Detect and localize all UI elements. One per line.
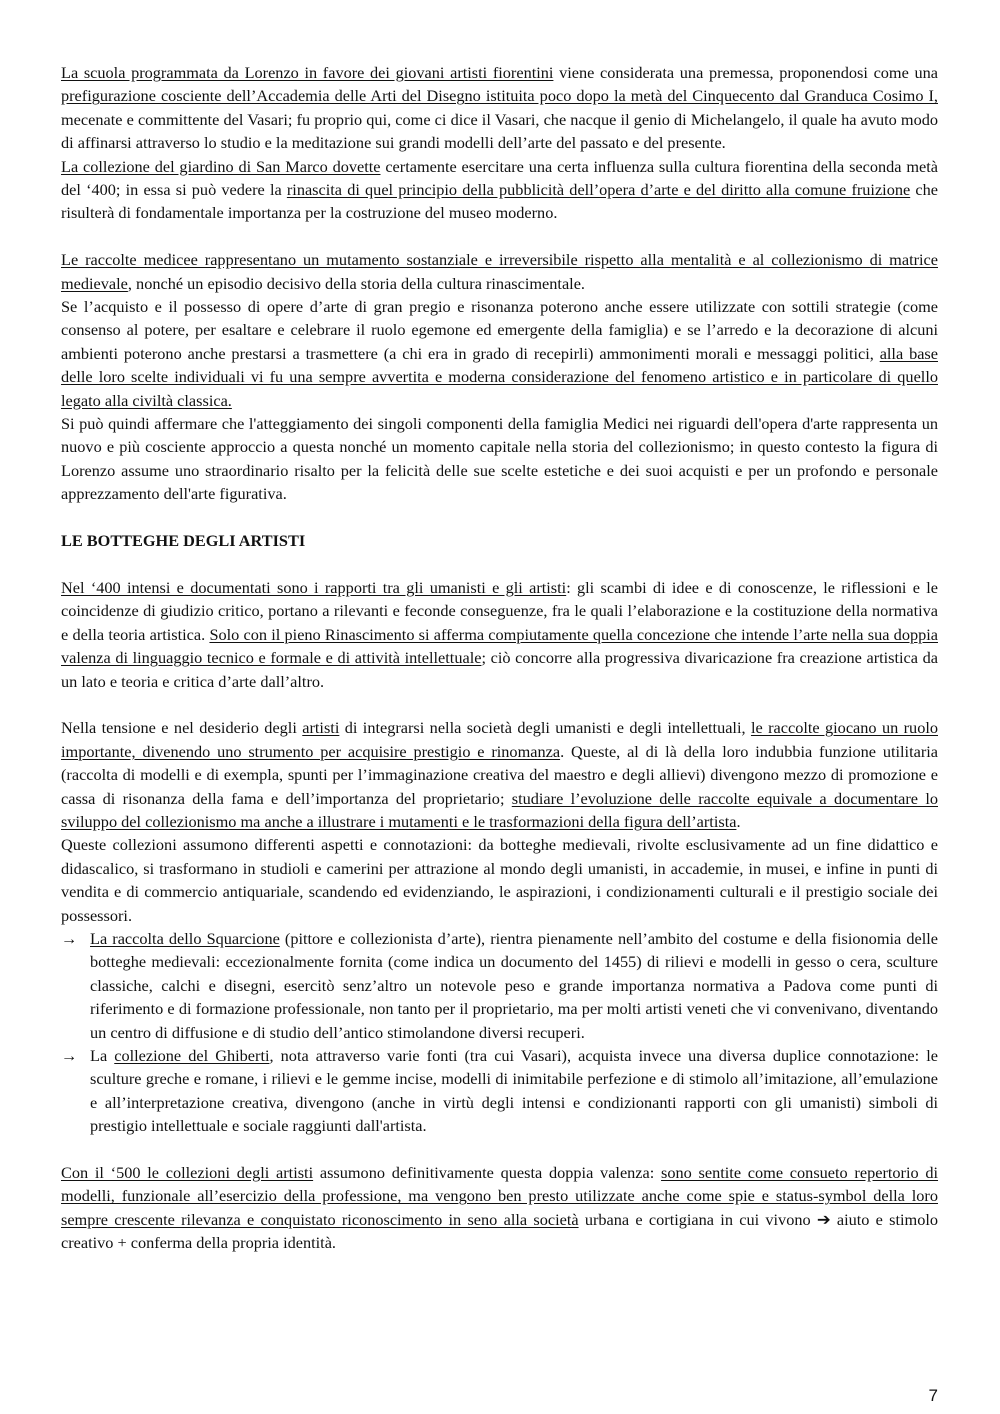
paragraph-acquisto: Se l’acquisto e il possesso di opere d’arte di gran pregio e risonanza poterono anche essere utilizzate con sottili strategie (come consenso al potere, per esaltare e celebrare il ruolo egemone ed emergente della famiglia) e se l’arredo e la decorazione di alcuni ambienti poterono anche prestarsi a trasmettere (a chi era in grado di recepirli) ammonimenti morali e messaggi politici, alla base delle loro scelte individuali vi fu una sempre avvertita e moderna considerazione del fenomeno artistico e in particolare di quello legato alla civiltà classica.: [61, 297, 938, 410]
paragraph-medici: Si può quindi affermare che l'atteggiamento dei singoli componenti della famiglia Medici nei riguardi dell'opera d'arte rappresenta un nuovo e più cosciente approccio a questa nonché un momento capitale nella storia del collezionismo; in questo contesto la figura di Lorenzo assume uno straordinario risalto per la felicità delle sue scelte estetiche e dei suoi acquisti e per un profondo e personale apprezzamento dell'arte figurativa.: [61, 414, 938, 504]
paragraph-umanisti: Nel ‘400 intensi e documentati sono i rapporti tra gli umanisti e gli artisti: gli scambi di idee e di conoscenze, le riflessioni e le coincidenze di giudizio critico, portano a rilevanti e feconde conseguenze, fra le quali l’elaborazione e la costituzione della normativa e della teoria artistica. Solo con il pieno Rinascimento si afferma compiutamente quella concezione che intende l’arte nella sua doppia valenza di linguaggio tecnico e formale e di attività intellettuale; ciò concorre alla progressiva divaricazione fra creazione artistica da un lato e teoria e critica d’arte dall’altro.: [61, 577, 938, 691]
underlined-text: rinascita di quel principio della pubblicità dell’opera d’arte e del diritto alla comune fruizione: [286, 180, 911, 200]
paragraph-accademia: La scuola programmata da Lorenzo in favore dei giovani artisti fiorentini viene considerata una premessa, proponendosi come una prefigurazione cosciente dell’Accademia delle Arti del Disegno istituita poco dopo la metà del Cinquecento dal Granduca Cosimo I, mecenate e committente del Vasari; fu proprio qui, come ci dice il Vasari, che nacque il genio di Michelangelo, il quale ha avuto modo di affinarsi attraverso lo studio e la meditazione sui grandi modelli dell’arte del passato e del presente.: [61, 63, 938, 153]
document-body: [61, 61, 938, 1255]
list-item-ghiberti: → La collezione del Ghiberti, nota attraverso varie fonti (tra cui Vasari), acquista invece una diversa duplice connotazione: le sculture greche e romane, i rilievi e le gemme incise, modelli di inimitabile perfezione e di stimolo all’imitazione, all’emulazione e all’interpretazione creativa, divengono (anche in virtù degli intensi e condizionanti rapporti con gli umanisti) simboli di prestigio intellettuale e sociale raggiunti dall'artista.: [61, 1046, 939, 1136]
list-item-squarcione: → La raccolta dello Squarcione (pittore e collezionista d’arte), rientra pienamente nell’ambito del costume e della fisionomia delle botteghe medievali: eccezionalmente fornita (come indica un documento del 1455) di rilievi e modelli in gesso o cera, sculture classiche, calchi e disegni, esercitò senz’altro un notevole peso e grande importanza normativa a Padova come punti di riferimento e di formazione professionale, non tanto per il proprietario, ma per molti artisti veneti che vi convenivano, diventando un centro di diffusione e di studio dell’antico stimolandone diversi recuperi.: [61, 928, 938, 1042]
underlined-text: alla base delle loro scelte individuali vi fu una sempre avvertita e moderna considerazione del fenomeno artistico e in particolare di quello legato alla civiltà classica.: [61, 343, 938, 410]
paragraph-raccolte-medicee: Le raccolte medicee rappresentano un mutamento sostanziale e irreversibile rispetto alla mentalità e al collezionismo di matrice medievale, nonché un episodio decisivo della storia della cultura rinascimentale.: [61, 250, 938, 293]
underlined-text: sono sentite come consueto repertorio di modelli, funzionale all’esercizio della professione, ma vengono ben presto utilizzate anche come spie e status-symbol della loro sempre crescente rilevanza e conquistato riconoscimento in seno alla società: [61, 1163, 939, 1229]
arrow-right-icon: →: [61, 1046, 78, 1065]
underlined-text: La scuola programmata da Lorenzo in favore dei giovani artisti fiorentini: [61, 63, 554, 82]
arrow-right-icon: →: [61, 928, 78, 948]
underlined-text: La collezione del giardino di San Marco dovette: [61, 156, 381, 176]
underlined-text: Con il ‘500 le collezioni degli artisti: [61, 1163, 314, 1183]
arrow-right-bold-icon: ➔: [816, 1209, 831, 1229]
paragraph-collezioni: Queste collezioni assumono differenti aspetti e connotazioni: da botteghe medievali, rivolte esclusivamente ad un fine didattico e didascalico, si trasformano in studioli e camerini per attrazione al mondo degli umanisti, in accademie, in musei, e infine in punti di vendita e di commercio antiquariale, scandendo ed evidenziando, le aspirazioni, i condizionamenti culturali e il prestigio sociale dei possessori.: [61, 835, 938, 925]
underlined-text: La raccolta dello Squarcione: [90, 928, 280, 948]
paragraph-san-marco: La collezione del giardino di San Marco dovette certamente esercitare una certa influenza sulla cultura fiorentina della seconda metà del ‘400; in essa si può vedere la rinascita di quel principio della pubblicità dell’opera d’arte e del diritto alla comune fruizione che risulterà di fondamentale importanza per la costruzione del museo moderno.: [61, 156, 938, 223]
underlined-text: studiare l’evoluzione delle raccolte equivale a documentare lo sviluppo del collezionismo ma anche a illustrare i mutamenti e le trasformazioni della figura dell’artista: [61, 788, 938, 831]
underlined-text: prefigurazione cosciente dell’Accademia delle Arti del Disegno istituita poco dopo la metà del Cinquecento dal Granduca Cosimo I,: [61, 86, 938, 106]
underlined-text: le raccolte giocano un ruolo importante, divenendo uno strumento per acquisire prestigio e rinomanza: [61, 718, 938, 761]
page-number: 7: [928, 1386, 938, 1405]
underlined-text: Nel ‘400 intensi e documentati sono i rapporti tra gli umanisti e gli artisti: [61, 577, 567, 597]
underlined-text: collezione del Ghiberti: [114, 1046, 270, 1065]
underlined-text: artisti: [302, 718, 340, 738]
underlined-text: Le raccolte medicee rappresentano un mutamento sostanziale e irreversibile rispetto alla mentalità e al collezionismo di matrice medievale: [61, 250, 938, 293]
section-heading: LE BOTTEGHE DEGLI ARTISTI: [61, 531, 306, 551]
paragraph-cinquecento: Con il ‘500 le collezioni degli artisti assumono definitivamente questa doppia valenza: sono sentite come consueto repertorio di modelli, funzionale all’esercizio della professione, ma vengono ben presto utilizzate anche come spie e status-symbol della loro sempre crescente rilevanza e conquistato riconoscimento in seno alla società urbana e cortigiana in cui vivono ➔ aiuto e stimolo creativo + conferma della propria identità.: [61, 1163, 939, 1253]
underlined-text: Solo con il pieno Rinascimento si afferma compiutamente quella concezione che intende l’arte nella sua doppia valenza di linguaggio tecnico e formale e di attività intellettuale: [61, 624, 938, 668]
paragraph-tensione: Nella tensione e nel desiderio degli artisti di integrarsi nella società degli umanisti e degli intellettuali, le raccolte giocano un ruolo importante, divenendo uno strumento per acquisire prestigio e rinomanza. Queste, al di là della loro indubbia funzione utilitaria (raccolta di modelli e di exempla, spunti per l’immaginazione creativa del maestro e degli allievi) divengono mezzo di promozione e cassa di risonanza della fama e dell’importanza del proprietario; studiare l’evoluzione delle raccolte equivale a documentare lo sviluppo del collezionismo ma anche a illustrare i mutamenti e le trasformazioni della figura dell’artista.: [61, 718, 938, 831]
